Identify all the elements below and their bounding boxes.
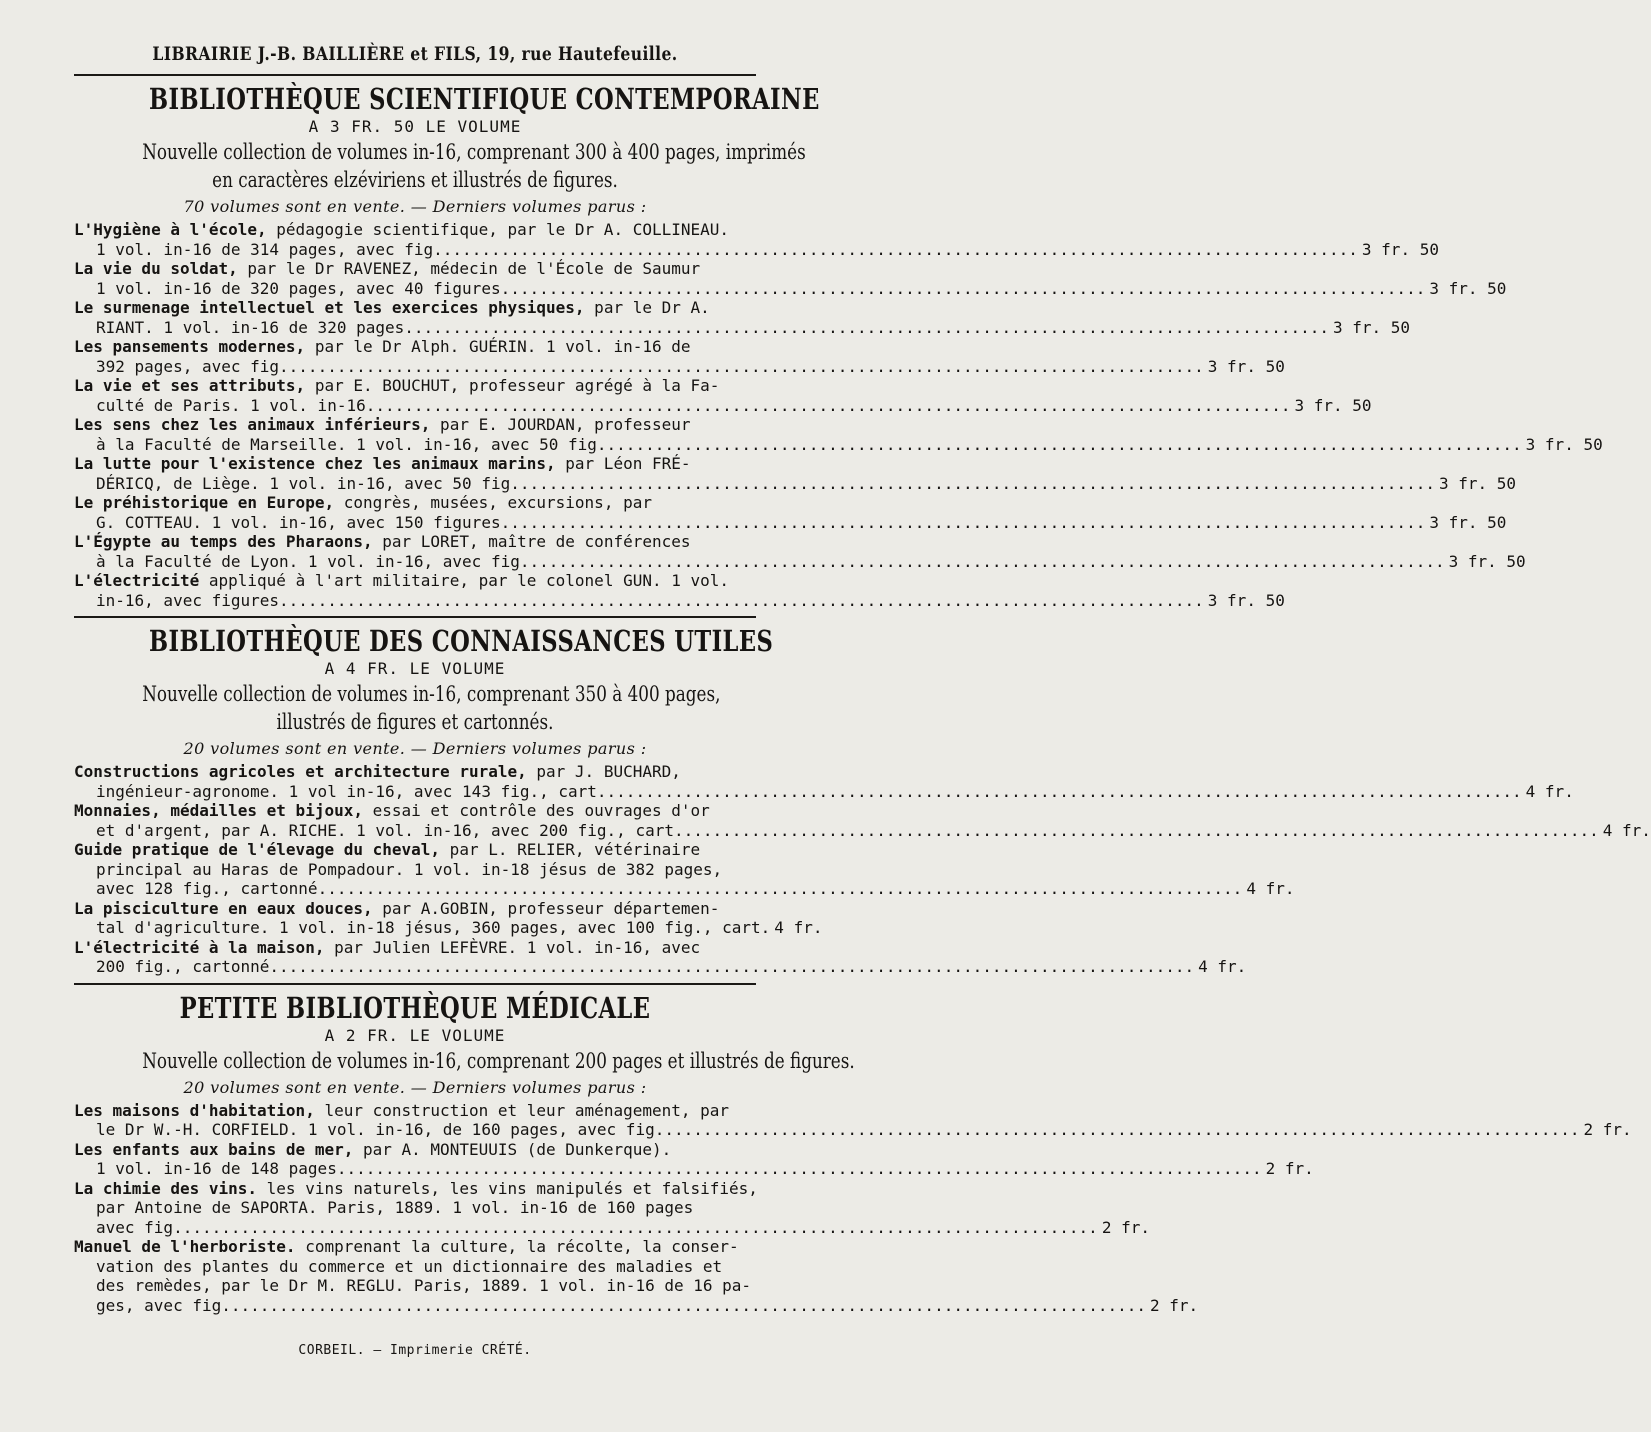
leader-dots bbox=[433, 240, 1358, 260]
book-details: congrès, musées, excursions, par bbox=[334, 493, 652, 512]
entry-line-2 bbox=[74, 1276, 756, 1296]
book-details: pédagogie scientifique, par le Dr A. COLLINEAU. bbox=[266, 220, 730, 239]
leader-dots bbox=[221, 1296, 1146, 1316]
book-title: Le surmenage intellectuel et les exercices physiques, bbox=[74, 298, 585, 317]
entry-line-1 bbox=[74, 337, 756, 357]
entry-line-1 bbox=[74, 259, 756, 279]
entry-line-2 bbox=[74, 278, 1507, 299]
book-price: 4 fr. bbox=[1198, 957, 1247, 976]
leader-dots bbox=[501, 279, 1426, 299]
section-price: A 4 FR. LE VOLUME bbox=[324, 659, 506, 678]
entry-line-2 bbox=[74, 1198, 756, 1218]
book-details-continued: ges, avec fig bbox=[96, 1295, 222, 1315]
header-rule bbox=[74, 74, 756, 76]
book-details-continued: 392 pages, avec fig bbox=[96, 356, 280, 376]
section-description: Nouvelle collection de volumes in-16, comprenant 200 pages et illustrés de figures. bbox=[142, 1048, 855, 1073]
entry-line-1 bbox=[74, 762, 756, 782]
entry-line-1 bbox=[74, 220, 756, 240]
volumes-note: 70 volumes sont en vente. — Derniers volumes parus : bbox=[183, 197, 647, 216]
book-price: 4 fr. bbox=[1602, 820, 1651, 840]
book-title: La vie du soldat, bbox=[74, 259, 238, 278]
book-details-continued: avec 128 fig., cartonné bbox=[96, 879, 318, 898]
book-price: 3 fr. 50 bbox=[1448, 551, 1526, 571]
book-price: 2 fr. bbox=[1583, 1120, 1632, 1139]
book-details-continued: avec fig bbox=[96, 1217, 174, 1237]
book-entry bbox=[74, 879, 1295, 899]
section-rule bbox=[74, 616, 756, 618]
book-details: leur construction et leur aménagement, par bbox=[314, 1100, 730, 1120]
book-title: Les pansements modernes, bbox=[74, 337, 306, 356]
entry-line-2 bbox=[74, 551, 1526, 572]
book-details: par A.GOBIN, professeur départemen- bbox=[372, 898, 720, 918]
leader-dots bbox=[279, 591, 1204, 611]
section bbox=[74, 82, 1603, 610]
entry-line-2 bbox=[74, 434, 1603, 455]
book-details-continued: 1 vol. in-16 de 314 pages, avec fig bbox=[96, 239, 434, 259]
book-details: appliqué à l'art militaire, par le colonel GUN. 1 vol. bbox=[199, 571, 730, 590]
book-price: 2 fr. bbox=[1149, 1295, 1199, 1315]
book-price: 3 fr. 50 bbox=[1294, 395, 1372, 415]
entry-line-1 bbox=[74, 532, 756, 552]
book-details-continued: 200 fig., cartonné bbox=[96, 957, 270, 976]
book-title: Monnaies, médailles et bijoux, bbox=[74, 801, 363, 820]
volumes-note: 20 volumes sont en vente. — Derniers volumes parus : bbox=[183, 1077, 647, 1097]
book-entry bbox=[74, 454, 1517, 493]
entry-line-1 bbox=[74, 298, 756, 318]
entry-line-1 bbox=[74, 1101, 756, 1121]
book-details-continued: vation des plantes du commerce et un dictionnaire des maladies et bbox=[96, 1256, 723, 1276]
book-price: 3 fr. 50 bbox=[1429, 278, 1507, 298]
entry-line-1 bbox=[74, 571, 756, 591]
book-price: 4 fr. bbox=[774, 918, 823, 937]
book-entry bbox=[74, 840, 756, 879]
book-entry bbox=[74, 376, 1372, 415]
entry-line-2 bbox=[74, 860, 756, 880]
book-details: par le Dr Alph. GUÉRIN. 1 vol. in-16 de bbox=[305, 337, 691, 356]
book-details: par J. BUCHARD, bbox=[526, 762, 681, 781]
leader-dots bbox=[655, 1120, 1580, 1140]
entry-line-1 bbox=[74, 938, 756, 958]
book-title: Le préhistorique en Europe, bbox=[74, 493, 335, 512]
book-details-continued: à la Faculté de Marseille. 1 vol. in-16, avec 50 fig bbox=[96, 434, 597, 454]
publisher-header: LIBRAIRIE J.-B. BAILLIÈRE et FILS, 19, rue Hautefeuille. bbox=[152, 43, 678, 65]
section bbox=[74, 983, 1632, 1316]
entry-line-1 bbox=[74, 493, 756, 513]
book-details: essai et contrôle des ouvrages d'or bbox=[362, 801, 710, 820]
book-entry bbox=[74, 1237, 756, 1276]
book-entry bbox=[74, 532, 1526, 571]
book-details-continued: DÉRICQ, de Liège. 1 vol. in-16, avec 50 fig bbox=[96, 473, 511, 493]
book-title: La vie et ses attributs, bbox=[74, 376, 306, 395]
book-details-continued: in-16, avec figures bbox=[96, 590, 280, 610]
leader-dots bbox=[404, 318, 1329, 338]
leader-dots bbox=[520, 552, 1445, 572]
book-title: L'électricité à la maison, bbox=[74, 937, 325, 957]
book-details-continued: RIANT. 1 vol. in-16 de 320 pages bbox=[96, 317, 405, 337]
book-details: par le Dr RAVENEZ, médecin de l'École de Saumur bbox=[237, 259, 701, 278]
book-details: par LORET, maître de conférences bbox=[372, 532, 691, 551]
volumes-note: 20 volumes sont en vente. — Derniers volumes parus : bbox=[183, 739, 647, 758]
entry-line-2 bbox=[74, 1120, 1632, 1140]
book-entry bbox=[74, 493, 1507, 532]
book-details-continued: à la Faculté de Lyon. 1 vol. in-16, avec fig bbox=[96, 551, 520, 571]
book-price: 3 fr. 50 bbox=[1438, 473, 1517, 493]
book-price: 3 fr. 50 bbox=[1207, 356, 1285, 376]
book-entry bbox=[74, 1100, 1632, 1140]
book-entry bbox=[74, 937, 1247, 977]
book-title: Guide pratique de l'élevage du cheval, bbox=[74, 840, 441, 859]
entry-line-1 bbox=[74, 376, 756, 396]
leader-dots bbox=[597, 782, 1522, 802]
book-title: Manuel de l'herboriste. bbox=[74, 1237, 296, 1256]
book-title: La chimie des vins. bbox=[74, 1178, 258, 1198]
book-details-continued: culté de Paris. 1 vol. in-16 bbox=[96, 395, 366, 415]
book-details-continued: G. COTTEAU. 1 vol. in-16, avec 150 figures bbox=[96, 512, 501, 532]
book-title: Constructions agricoles et architecture rurale, bbox=[74, 762, 527, 781]
section-rule bbox=[74, 983, 756, 985]
book-entry bbox=[74, 1295, 1199, 1316]
book-entry bbox=[74, 1139, 1314, 1179]
book-details: par E. BOUCHUT, professeur agrégé à la Fa- bbox=[305, 376, 720, 395]
book-entry bbox=[74, 1276, 756, 1296]
entry-line-2 bbox=[74, 781, 1574, 802]
entry-line-1 bbox=[74, 801, 756, 821]
book-title: L'Égypte au temps des Pharaons, bbox=[74, 532, 373, 551]
leader-dots bbox=[173, 1218, 1098, 1238]
section-price: A 3 FR. 50 LE VOLUME bbox=[308, 117, 522, 136]
printer-footer: CORBEIL. — Imprimerie CRÉTÉ. bbox=[298, 1343, 532, 1358]
book-entry bbox=[74, 571, 1285, 610]
book-details: comprenant la culture, la récolte, la conser- bbox=[295, 1237, 739, 1256]
entry-line-1 bbox=[74, 899, 756, 919]
entry-line-1 bbox=[74, 1179, 756, 1199]
book-entry bbox=[74, 898, 823, 938]
book-title: Les maisons d'habitation, bbox=[74, 1100, 315, 1120]
book-details: par L. RELIER, vétérinaire bbox=[440, 840, 701, 859]
leader-dots bbox=[269, 957, 1194, 977]
book-price: 4 fr. bbox=[1525, 781, 1574, 801]
section-description-2: en caractères elzéviriens et illustrés de figures. bbox=[212, 168, 618, 192]
book-entry bbox=[74, 259, 1507, 298]
entry-line-2 bbox=[74, 1295, 1199, 1316]
book-price: 3 fr. 50 bbox=[1525, 434, 1603, 454]
section-title: PETITE BIBLIOTHÈQUE MÉDICALE bbox=[179, 990, 651, 1025]
entry-line-2 bbox=[74, 1159, 1314, 1179]
book-details: par E. JOURDAN, professeur bbox=[430, 415, 691, 434]
book-entry bbox=[74, 1179, 756, 1218]
book-details-continued: des remèdes, par le Dr M. REGLU. Paris, 1889. 1 vol. in-16 de 16 pa- bbox=[96, 1276, 752, 1295]
entry-line-1 bbox=[74, 840, 756, 860]
book-details-continued: 1 vol. in-16 de 148 pages bbox=[96, 1159, 337, 1178]
section-title: BIBLIOTHÈQUE SCIENTIFIQUE CONTEMPORAINE bbox=[149, 82, 820, 116]
book-price: 3 fr. 50 bbox=[1361, 239, 1439, 259]
book-title: L'électricité bbox=[74, 571, 200, 590]
book-details-continued: par Antoine de SAPORTA. Paris, 1889. 1 vol. in-16 de 160 pages bbox=[96, 1198, 694, 1217]
entry-line-2 bbox=[74, 957, 1247, 977]
entry-line-2 bbox=[74, 1217, 1150, 1238]
book-entry bbox=[74, 1217, 1150, 1238]
book-details: par Léon FRÉ- bbox=[555, 454, 691, 473]
leader-dots bbox=[337, 1159, 1262, 1179]
section-title: BIBLIOTHÈQUE DES CONNAISSANCES UTILES bbox=[149, 624, 774, 658]
book-title: Les enfants aux bains de mer, bbox=[74, 1139, 354, 1159]
entry-line-2 bbox=[74, 512, 1507, 533]
entry-line-2 bbox=[74, 879, 1295, 899]
book-price: 2 fr. bbox=[1101, 1217, 1150, 1237]
entry-line-1 bbox=[74, 454, 756, 474]
section bbox=[74, 616, 1651, 977]
book-entry bbox=[74, 298, 1411, 337]
entry-line-1 bbox=[74, 415, 756, 435]
entry-line-1 bbox=[74, 1237, 756, 1257]
book-entry bbox=[74, 220, 1439, 259]
book-details-continued: 1 vol. in-16 de 320 pages, avec 40 figures bbox=[96, 278, 501, 298]
section-description: Nouvelle collection de volumes in-16, comprenant 350 à 400 pages, bbox=[142, 682, 721, 706]
section-description-2: illustrés de figures et cartonnés. bbox=[276, 710, 554, 734]
book-details-continued: tal d'agriculture. 1 vol. in-18 jésus, 360 pages, avec 100 fig., cart. bbox=[96, 918, 771, 937]
book-entry bbox=[74, 337, 1285, 376]
book-price: 3 fr. 50 bbox=[1333, 317, 1411, 337]
entry-line-2 bbox=[74, 918, 823, 938]
book-details: par A. MONTEUUIS (de Dunkerque). bbox=[353, 1139, 672, 1159]
book-entry bbox=[74, 415, 1603, 454]
book-title: La pisciculture en eaux douces, bbox=[74, 898, 373, 918]
book-title: L'Hygiène à l'école, bbox=[74, 220, 267, 239]
leader-dots bbox=[318, 879, 1243, 899]
entry-line-2 bbox=[74, 356, 1285, 377]
leader-dots bbox=[674, 821, 1599, 841]
leader-dots bbox=[510, 474, 1435, 494]
book-price: 3 fr. 50 bbox=[1429, 512, 1507, 532]
entry-line-2 bbox=[74, 590, 1285, 611]
book-details: par le Dr A. bbox=[584, 298, 710, 317]
entry-line-2 bbox=[74, 1257, 756, 1277]
sections bbox=[74, 82, 1651, 1315]
book-price: 3 fr. 50 bbox=[1207, 590, 1285, 610]
book-details-continued: principal au Haras de Pompadour. 1 vol. in-18 jésus de 382 pages, bbox=[96, 859, 723, 879]
leader-dots bbox=[366, 396, 1291, 416]
book-entry bbox=[74, 762, 1574, 801]
entry-line-2 bbox=[74, 473, 1517, 494]
book-price: 4 fr. bbox=[1246, 879, 1295, 898]
section-price: A 2 FR. LE VOLUME bbox=[324, 1025, 506, 1045]
book-details: par Julien LEFÈVRE. 1 vol. in-16, avec bbox=[324, 937, 701, 957]
book-price: 2 fr. bbox=[1265, 1159, 1314, 1178]
book-details-continued: ingénieur-agronome. 1 vol in-16, avec 143 fig., cart bbox=[96, 781, 597, 801]
book-details-continued: le Dr W.-H. CORFIELD. 1 vol. in-16, de 160 pages, avec fig bbox=[96, 1120, 655, 1139]
section-description: Nouvelle collection de volumes in-16, comprenant 300 à 400 pages, imprimés bbox=[142, 140, 806, 164]
entry-line-1 bbox=[74, 1140, 756, 1160]
entry-line-2 bbox=[74, 395, 1372, 416]
book-title: Les sens chez les animaux inférieurs, bbox=[74, 415, 431, 434]
leader-dots bbox=[501, 513, 1426, 533]
book-details-continued: et d'argent, par A. RICHE. 1 vol. in-16, avec 200 fig., cart bbox=[96, 820, 674, 840]
entry-line-2 bbox=[74, 820, 1651, 841]
leader-dots bbox=[597, 435, 1522, 455]
leader-dots bbox=[279, 357, 1204, 377]
book-entry bbox=[74, 801, 1651, 840]
book-details: les vins naturels, les vins manipulés et falsifiés, bbox=[257, 1178, 758, 1198]
book-title: La lutte pour l'existence chez les animaux marins, bbox=[74, 454, 556, 473]
entry-line-2 bbox=[74, 317, 1411, 338]
entry-line-2 bbox=[74, 239, 1439, 260]
